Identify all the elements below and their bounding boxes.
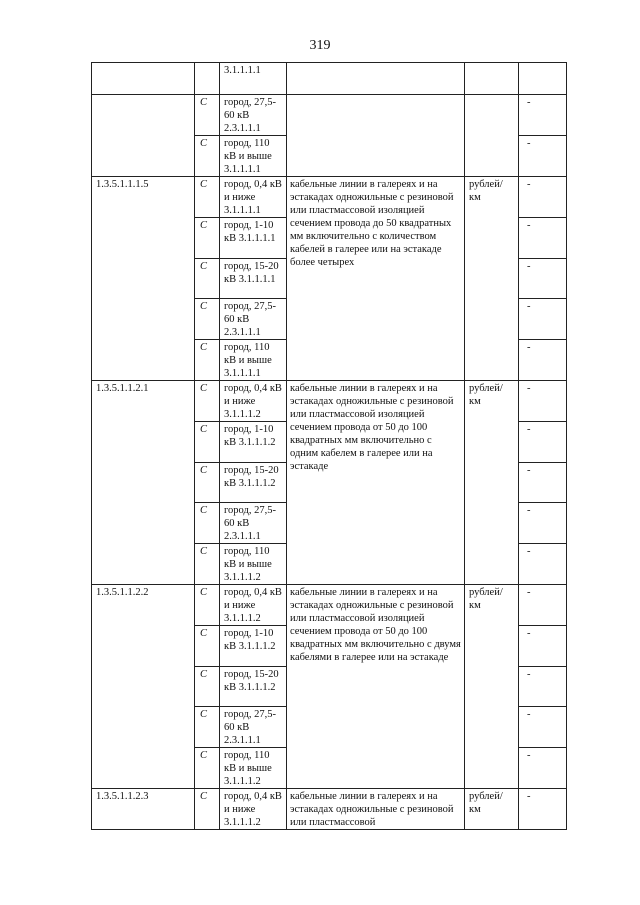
table-row (92, 381, 567, 422)
level-cell: С (195, 177, 220, 218)
description-cell: кабельные линии в галереях и на эстакадах одножильные с резиновой или пластмассовой изоляцией сечением провода от 50 до 100 квадратных мм включительно с одним кабелем в галерее или на эстакаде (287, 381, 465, 585)
code-cell: 1.3.5.1.1.2.1 (92, 381, 195, 585)
place-cell: город, 110 кВ и выше 3.1.1.1.2 (220, 544, 287, 585)
value-cell: - (519, 340, 567, 381)
level-cell (195, 63, 220, 95)
code-cell (92, 95, 195, 177)
unit-cell (465, 63, 519, 95)
place-cell: город, 0,4 кВ и ниже 3.1.1.1.2 (220, 381, 287, 422)
unit-cell (465, 95, 519, 177)
level-cell: С (195, 95, 220, 136)
value-cell: - (519, 503, 567, 544)
value-cell (519, 63, 567, 95)
description-cell: кабельные линии в галереях и на эстакадах одножильные с резиновой или пластмассовой изоляцией сечением провода до 50 квадратных мм включительно с количеством кабелей в галерее или на эстакаде более четырех (287, 177, 465, 381)
value-cell: - (519, 748, 567, 789)
level-cell: С (195, 666, 220, 707)
value-cell: - (519, 422, 567, 463)
table-row (92, 95, 567, 136)
place-cell: город, 15-20 кВ 3.1.1.1.2 (220, 462, 287, 503)
place-cell: город, 1-10 кВ 3.1.1.1.2 (220, 422, 287, 463)
code-cell: 1.3.5.1.1.2.3 (92, 789, 195, 830)
place-cell: город, 1-10 кВ 3.1.1.1.2 (220, 626, 287, 667)
description-cell: кабельные линии в галереях и на эстакадах одножильные с резиновой или пластмассовой изоляцией сечением провода от 50 до 100 квадратных мм включительно с двумя кабелями в галерее или на эстакаде (287, 585, 465, 789)
place-cell: 3.1.1.1.1 (220, 63, 287, 95)
place-cell: город, 110 кВ и выше 3.1.1.1.1 (220, 136, 287, 177)
value-cell: - (519, 626, 567, 667)
level-cell: С (195, 136, 220, 177)
place-cell: город, 27,5-60 кВ 2.3.1.1.1 (220, 299, 287, 340)
value-cell: - (519, 666, 567, 707)
place-cell: город, 1-10 кВ 3.1.1.1.1 (220, 218, 287, 259)
level-cell: С (195, 340, 220, 381)
unit-cell: рублей/ км (465, 585, 519, 789)
place-cell: город, 27,5-60 кВ 2.3.1.1.1 (220, 707, 287, 748)
value-cell: - (519, 462, 567, 503)
place-cell: город, 15-20 кВ 3.1.1.1.1 (220, 258, 287, 299)
description-cell (287, 63, 465, 95)
level-cell: С (195, 544, 220, 585)
value-cell: - (519, 177, 567, 218)
level-cell: С (195, 789, 220, 830)
level-cell: С (195, 707, 220, 748)
level-cell: С (195, 585, 220, 626)
value-cell: - (519, 299, 567, 340)
level-cell: С (195, 503, 220, 544)
table-row (92, 177, 567, 218)
code-cell: 1.3.5.1.1.1.5 (92, 177, 195, 381)
tariff-table-body (92, 63, 567, 830)
description-cell (287, 95, 465, 177)
place-cell: город, 15-20 кВ 3.1.1.1.2 (220, 666, 287, 707)
value-cell: - (519, 707, 567, 748)
value-cell: - (519, 789, 567, 830)
unit-cell: рублей/ км (465, 789, 519, 830)
value-cell: - (519, 585, 567, 626)
value-cell: - (519, 218, 567, 259)
value-cell: - (519, 381, 567, 422)
place-cell: город, 0,4 кВ и ниже 3.1.1.1.2 (220, 585, 287, 626)
code-cell (92, 63, 195, 95)
value-cell: - (519, 136, 567, 177)
place-cell: город, 0,4 кВ и ниже 3.1.1.1.1 (220, 177, 287, 218)
description-cell: кабельные линии в галереях и на эстакадах одножильные с резиновой или пластмассовой (287, 789, 465, 830)
level-cell: С (195, 258, 220, 299)
value-cell: - (519, 95, 567, 136)
value-cell: - (519, 258, 567, 299)
tariff-table (91, 62, 567, 830)
code-cell: 1.3.5.1.1.2.2 (92, 585, 195, 789)
place-cell: город, 27,5-60 кВ 2.3.1.1.1 (220, 95, 287, 136)
place-cell: город, 110 кВ и выше 3.1.1.1.1 (220, 340, 287, 381)
unit-cell: рублей/ км (465, 381, 519, 585)
value-cell: - (519, 544, 567, 585)
level-cell: С (195, 462, 220, 503)
unit-cell: рублей/ км (465, 177, 519, 381)
level-cell: С (195, 299, 220, 340)
table-row (92, 63, 567, 95)
table-row (92, 585, 567, 626)
level-cell: С (195, 422, 220, 463)
place-cell: город, 110 кВ и выше 3.1.1.1.2 (220, 748, 287, 789)
place-cell: город, 27,5-60 кВ 2.3.1.1.1 (220, 503, 287, 544)
level-cell: С (195, 626, 220, 667)
page-number: 319 (309, 38, 331, 53)
level-cell: С (195, 381, 220, 422)
table-row (92, 789, 567, 830)
place-cell: город, 0,4 кВ и ниже 3.1.1.1.2 (220, 789, 287, 830)
level-cell: С (195, 218, 220, 259)
level-cell: С (195, 748, 220, 789)
